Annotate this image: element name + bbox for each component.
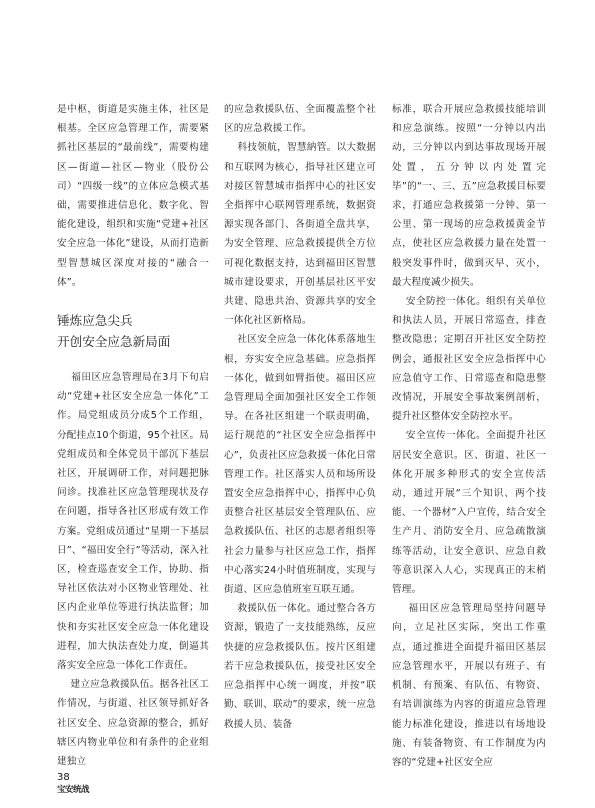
- paragraph: 的应急救援队伍、全面覆盖整个社区的应急救援工作。: [224, 104, 376, 135]
- paragraph: 科技领航，智慧納管。以大数据和互联网为核心，指导社区建立可对接区智慧城市指挥中心的社区安全指挥中心联网管理系统，数据资源实现各部门、各街道全盘共享，为安全管理、应急救援提供全方位可视化数据支持，达到福田区智慧城市建设要求，开创基层社区平安共建、隐患共治、资源共享的安全一体化社区新格局。: [224, 142, 376, 327]
- paragraph: 建立应急救援队伍。据各社区工作情况，与街道、社区领导抓好各社区安全、应急资源的整合，抓好辖区内物业单位和有条件的企业组建独立: [57, 679, 209, 768]
- paragraph: 救援队伍一体化。通过整合各方资源，锻造了一支技能熟练，反应快捷的应急救援队伍。按片区组建若干应急救援队伍，接受社区安全应急指挥中心统一调度，并按“联勤、联训、联动”的要求，统一应急救援人员、装备: [224, 603, 376, 730]
- paragraph: 安全宣传一体化。全面提升社区居民安全意识。区、街道、社区一体化开展多种形式的安全宣传活动，通过开展“三个知识、两个技能、一个器材”入户宣传，结合安全生产月、消防安全月、应急疏散演练等活动，让安全意识、应急自救等意识深入人心，实现真正的末梢管理。: [392, 430, 546, 596]
- paragraph: 社区安全应急一体化体系落地生根，夯实安全应急基础。应急指挥一体化，做到如臂指使。福田区应急管理局全面加强社区安全工作领导。在各社区组建一个联责明确，运行规范的“社区安全应急指挥中心”，负责社区应急救援一体化日常管理工作。社区落实人员和场所设置安全应急指挥中心，指挥中心负责整合社区基层安全管理队伍、应急救援队伍、社区的志愿者组织等社会力量参与社区应急工作，指挥中心落实24小时值班制度，实现与街道、区应急值班室互联互通。: [224, 334, 376, 596]
- paragraph: 安全防控一体化。组织有关单位和执法人员，开展日常巡查，排查整改隐患；定期召开社区安全防控例会，通报社区安全应急指挥中心应急值守工作、日常巡查和隐患整改情况，开展安全事故案例剖析，提升社区整体安全防控水平。: [392, 296, 546, 423]
- paragraph: 标准，联合开展应急救援技能培训和应急演练。按照“一分钟以内出动，三分钟以内到达事故现场开展处置，五分钟以内处置完毕”的“一、三、五”应急救援目标要求，打通应急救援第一分钟、第一公里、第一现场的应急救援黄金节点，使社区应急救援力量在处置一般突发事件时，做到灭早、灭小，最大程度减少损失。: [392, 104, 546, 288]
- paragraph: 福田区应急管理局坚持问题导向，立足社区实际，突出工作重点，通过推进全面提升福田区基层应急管理水平，开展以有班子、有机制、有预案、有队伍、有物资、有培训演练为内容的街道应急管理能力标准化建设，推进以有场地设施、有装备物资、有工作制度为内容的“党建+社区安全应: [392, 603, 546, 768]
- section-heading-line-1: 锤炼应急尖兵: [57, 313, 133, 329]
- section-heading: [57, 310, 209, 352]
- paragraph: 是中枢，街道是实施主体，社区是根基。全区应急管理工作，需要紧抓社区基层的“最前线”，需要构建区—街道—社区—物业（股份公司）“四级一线”的立体应急模式基础，需要推进信息化、数字化、智能化建设，组织和实施“党建+社区安全应急一体化”建设，从而打造新型智慧城区深度对接的“融合一体”。: [57, 104, 209, 288]
- section-heading-line-2: 开创安全应急新局面: [57, 334, 171, 350]
- magazine-logo: 宝安统战: [57, 785, 90, 795]
- paragraph: 福田区应急管理局在3月下旬启动“党建+社区安全应急一体化”工作。局党组成员分成5个工作组，分配挂点10个街道，95个社区。局党组成员和全体党员干部沉下基层社区，开展调研工作，对问题把脉问诊。找准社区应急管理现状及存在问题，指导各社区形成有效工作方案。党组成员通过“星期一下基层日”、“福田安全行”等活动，深入社区，检查巡查安全工作，协助、指导社区依法对小区物业管理处、社区内企业单位等进行执法监督；加快和夯实社区安全应急一体化建设进程，加大执法查处力度，倒逼其落实安全应急一体化工作责任。: [57, 372, 209, 672]
- text-column-3: [392, 100, 546, 772]
- text-column-2: [224, 100, 376, 734]
- text-column-1: [57, 100, 209, 771]
- page-number: 38: [57, 772, 70, 783]
